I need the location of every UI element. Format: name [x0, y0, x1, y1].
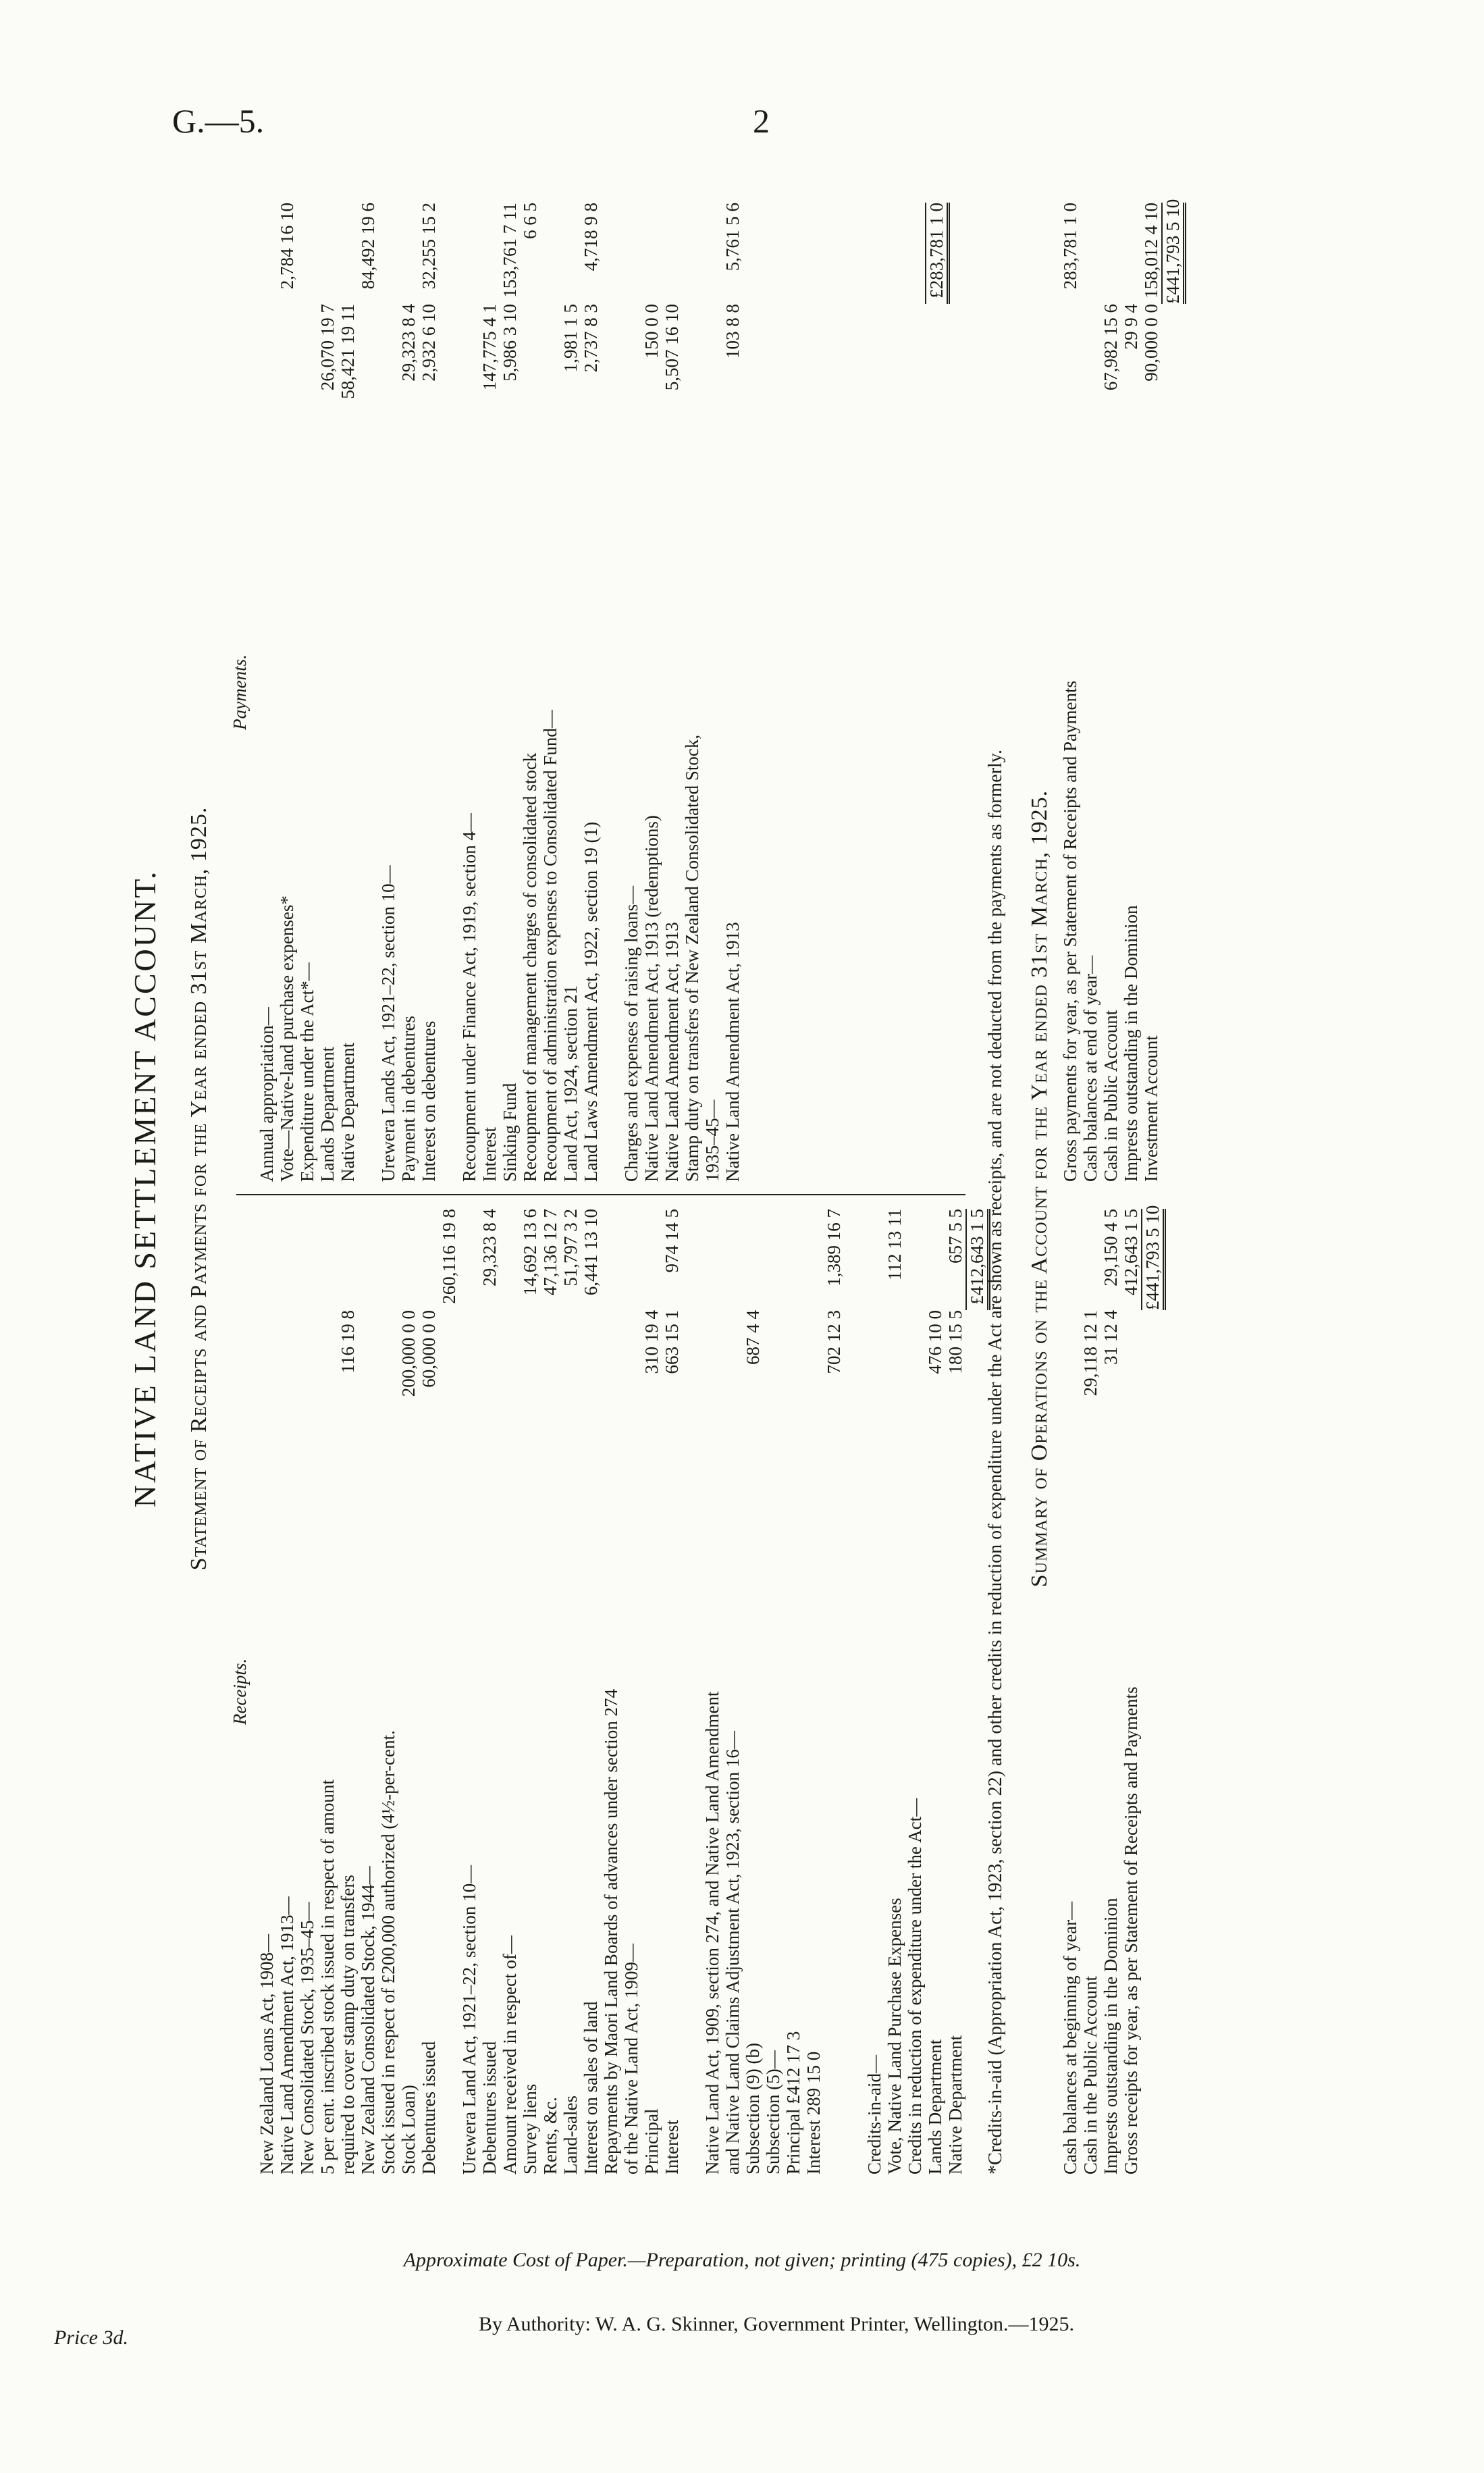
receipt-amount-outer: 51,797 3 2 — [560, 1209, 581, 1286]
receipt-row — [864, 1209, 884, 2175]
payment-row — [358, 203, 378, 1182]
payment-row — [662, 203, 682, 1182]
receipt-row — [540, 1209, 560, 2175]
receipt-row — [479, 1209, 500, 2175]
receipt-label: Credits-in-aid— — [864, 2055, 884, 2175]
payment-label: Interest on debentures — [419, 1020, 439, 1182]
receipt-row — [601, 1209, 621, 2175]
payment-label: Sinking Fund — [500, 1083, 520, 1182]
receipt-row — [662, 1209, 682, 2175]
receipt-label: Debentures issued — [479, 2041, 500, 2175]
receipt-amount-inner: 180 15 5 — [945, 1310, 965, 1374]
receipt-row — [317, 1209, 338, 2175]
receipt-row — [641, 1209, 662, 2175]
payment-amount-inner: 5,986 3 10 — [500, 304, 520, 382]
summary-receipt-row — [1080, 1209, 1101, 2175]
summary-receipt-amount-inner: 29,118 12 1 — [1080, 1310, 1101, 1397]
column-divider — [236, 1194, 965, 1195]
summary-payment-row — [1101, 203, 1121, 1182]
receipt-row — [702, 1209, 722, 2175]
payment-label: Charges and expenses of raising loans— — [621, 885, 641, 1182]
receipt-row — [398, 1209, 419, 2175]
receipt-label: Subsection (5)— — [763, 2050, 783, 2175]
receipt-amount-outer: 974 14 5 — [662, 1209, 682, 1273]
payment-row — [277, 203, 297, 1182]
payment-row — [500, 203, 520, 1182]
payment-label: Vote—Native-land purchase expenses* — [277, 895, 297, 1182]
payment-row — [398, 203, 419, 1182]
payment-row — [378, 203, 398, 1182]
payment-label: Expenditure under the Act*— — [297, 962, 317, 1182]
summary-receipt-row — [1060, 1209, 1080, 2175]
receipt-label: Native Land Act, 1909, section 274, and Native Land Amendment — [702, 1691, 722, 2175]
payment-label: Land Act, 1924, section 21 — [560, 985, 581, 1182]
receipt-row — [257, 1209, 277, 2175]
payment-label: Recoupment of administration expenses to Consolidated Fund— — [540, 710, 560, 1182]
payment-label: Urewera Lands Act, 1921–22, section 10— — [378, 865, 398, 1182]
receipt-label: New Zealand Loans Act, 1908— — [257, 1933, 277, 2175]
receipt-label: Land-sales — [560, 2095, 581, 2175]
payment-label: Lands Department — [317, 1046, 338, 1182]
summary-total-row — [1141, 1205, 1166, 2175]
receipts-section — [230, 1209, 990, 2175]
payment-row — [621, 203, 641, 1182]
payment-row — [338, 203, 358, 1182]
payment-label: Payment in debentures — [398, 1016, 419, 1182]
payment-amount-inner: 147,775 4 1 — [479, 304, 500, 391]
receipt-label: New Consolidated Stock, 1935–45— — [297, 1902, 317, 2175]
payments-section — [230, 203, 950, 1182]
payment-label: Native Land Amendment Act, 1913 — [722, 922, 743, 1182]
summary-payment-amount-outer: 283,781 1 0 — [1060, 203, 1080, 290]
receipt-row — [925, 1209, 945, 2175]
payment-row — [601, 203, 621, 1182]
summary-receipt-label: Imprests outstanding in the Dominion — [1101, 1898, 1121, 2175]
payment-label: Annual appropriation— — [257, 1007, 277, 1182]
receipt-row — [905, 1209, 925, 2175]
summary-payment-row — [1121, 203, 1141, 1182]
payment-label: Stamp duty on transfers of New Zealand Consolidated Stock, — [682, 734, 702, 1182]
payment-row — [479, 203, 500, 1182]
payment-row — [257, 203, 277, 1182]
receipt-row — [824, 1209, 844, 2175]
payment-label: Native Land Amendment Act, 1913 (redemptions) — [641, 815, 662, 1182]
receipt-label: Principal £412 17 3 — [783, 2031, 803, 2175]
payment-amount-outer: 2,784 16 10 — [277, 203, 297, 290]
receipt-row — [783, 1209, 803, 2175]
payment-label: Recoupment under Finance Act, 1919, section 4— — [459, 813, 479, 1182]
summary-payment-row — [1141, 203, 1161, 1182]
receipt-row — [844, 1209, 864, 2175]
payment-amount-inner: 2,932 6 10 — [419, 304, 439, 382]
page-number: 2 — [753, 102, 770, 140]
receipt-label: Amount received in respect of— — [500, 1935, 520, 2175]
summary-payment-label: Investment Account — [1141, 1035, 1161, 1182]
payment-amount-inner: 150 0 0 — [641, 304, 662, 359]
receipt-label: Repayments by Maori Land Boards of advances under section 274 — [601, 1688, 621, 2175]
payment-amount-inner: 26,070 19 7 — [317, 304, 338, 391]
payment-row — [581, 203, 601, 1182]
summary-payment-label: Cash balances at end of year— — [1080, 955, 1101, 1182]
payment-amount-inner: 5,507 16 10 — [662, 304, 682, 391]
receipt-label: New Zealand Consolidated Stock, 1944— — [358, 1866, 378, 2175]
summary-receipt-amount-outer: 412,643 1 5 — [1121, 1209, 1141, 1296]
summary-payment-label: Gross payments for year, as per Statement of Receipts and Payments — [1060, 681, 1080, 1182]
authority-line: By Authority: W. A. G. Skinner, Government Printer, Wellington.—1925. — [478, 2313, 1075, 2335]
payments-total: £283,781 1 0 — [925, 203, 950, 304]
payment-row — [641, 203, 662, 1182]
summary-payments — [1060, 199, 1186, 1182]
summary-receipts-table — [1060, 1205, 1166, 2175]
summary-receipt-label: Cash in the Public Account — [1080, 1976, 1101, 2175]
payment-amount-outer: 5,761 5 6 — [722, 203, 743, 271]
summary-payment-label: Imprests outstanding in the Dominion — [1121, 905, 1141, 1182]
payment-amount-inner: 103 8 8 — [722, 304, 743, 359]
payment-row — [459, 203, 479, 1182]
summary-payment-label: Cash in Public Account — [1101, 1010, 1121, 1182]
payment-label: Land Laws Amendment Act, 1922, section 19 (1) — [581, 821, 601, 1182]
payment-label: Recoupment of management charges of consolidated stock — [520, 752, 540, 1182]
payment-row — [560, 203, 581, 1182]
receipt-row — [945, 1209, 965, 2175]
receipt-row — [338, 1209, 358, 2175]
statement-title: Statement of Receipts and Payments for the Year ended 31st March, 1925. — [186, 806, 211, 1571]
summary-total: £441,793 5 10 — [1161, 203, 1186, 304]
receipt-amount-outer: 657 5 5 — [945, 1209, 965, 1264]
receipt-label: Urewera Land Act, 1921–22, section 10— — [459, 1865, 479, 2175]
payment-amount-inner: 1,981 1 5 — [560, 304, 581, 373]
payment-label: Native Land Amendment Act, 1913 — [662, 922, 682, 1182]
receipt-label: Debentures issued — [419, 2041, 439, 2175]
payments-table — [257, 203, 743, 1182]
receipt-row — [803, 1209, 824, 2175]
rotated-document-body — [88, 176, 1183, 2202]
payment-amount-outer: 153,761 7 11 — [500, 203, 520, 298]
receipt-row — [743, 1209, 763, 2175]
receipt-label: required to cover stamp duty on transfers — [338, 1875, 358, 2175]
page-id: G.—5. — [172, 102, 265, 140]
payment-row — [439, 203, 459, 1182]
receipt-label: Interest 289 15 0 — [803, 2051, 824, 2175]
document-title: NATIVE LAND SETTLEMENT ACCOUNT. — [128, 869, 162, 1508]
receipt-label: Native Department — [945, 2035, 965, 2175]
receipt-label: Stock issued in respect of £200,000 authorized (4½-per-cent. — [378, 1730, 398, 2175]
receipt-amount-outer: 6,441 13 10 — [581, 1209, 601, 1296]
receipt-row — [419, 1209, 439, 2175]
summary-payment-amount-outer: 158,012 4 10 — [1141, 203, 1161, 298]
payment-amount-outer: 4,718 9 8 — [581, 203, 601, 271]
summary-receipt-amount-outer: 29,150 4 5 — [1101, 1209, 1121, 1286]
payment-row — [722, 203, 743, 1182]
receipt-row — [763, 1209, 783, 2175]
payment-label: Interest — [479, 1127, 500, 1182]
receipt-row — [439, 1209, 459, 2175]
payment-amount-outer: 32,255 15 2 — [419, 203, 439, 290]
receipt-label: Survey liens — [520, 2083, 540, 2175]
receipt-row — [722, 1209, 743, 2175]
receipt-amount-inner: 687 4 4 — [743, 1310, 763, 1365]
summary-receipt-amount-inner: 31 12 4 — [1101, 1310, 1121, 1365]
receipt-row — [500, 1209, 520, 2175]
payment-row — [520, 203, 540, 1182]
payment-label: 1935–45— — [702, 1099, 722, 1182]
summary-receipt-row — [1121, 1209, 1141, 2175]
receipt-label: Rents, &c. — [540, 2097, 560, 2175]
receipts-total: £412,643 1 5 — [965, 1209, 990, 1310]
payment-row — [540, 203, 560, 1182]
receipt-row — [378, 1209, 398, 2175]
receipt-label: Credits in reduction of expenditure under the Act— — [905, 1798, 925, 2175]
cost-note: Approximate Cost of Paper.—Preparation, not given; printing (475 copies), £2 10s. — [403, 2249, 1081, 2271]
receipt-label: Vote, Native Land Purchase Expenses — [884, 1898, 905, 2175]
payment-row — [297, 203, 317, 1182]
payment-row — [317, 203, 338, 1182]
receipt-amount-inner: 310 19 4 — [641, 1310, 662, 1374]
footnote: *Credits-in-aid (Appropriation Act, 1923, section 22) and other credits in reduction of expenditure under the Act are shown as receipts, and are not deducted from the payments as formerly. — [985, 750, 1006, 2175]
payment-row — [419, 203, 439, 1182]
receipt-label: Subsection (9) (b) — [743, 2043, 763, 2175]
receipt-amount-outer: 47,136 12 7 — [540, 1209, 560, 1296]
summary-receipt-row — [1101, 1209, 1121, 2175]
receipt-amount-outer: 29,323 8 4 — [479, 1209, 500, 1286]
payment-row — [682, 203, 702, 1182]
receipt-amount-inner: 663 15 1 — [662, 1310, 682, 1374]
payment-label: Native Department — [338, 1042, 358, 1182]
receipt-label: Native Land Amendment Act, 1913— — [277, 1896, 297, 2175]
receipt-row — [581, 1209, 601, 2175]
receipt-label: and Native Land Claims Adjustment Act, 1923, section 16— — [722, 1731, 743, 2175]
receipt-label: Principal — [641, 2108, 662, 2175]
summary-total-row — [1161, 199, 1186, 1182]
receipt-row — [621, 1209, 641, 2175]
receipt-amount-outer: 260,116 19 8 — [439, 1209, 459, 1304]
payment-amount-inner: 29,323 8 4 — [398, 304, 419, 382]
receipt-row — [459, 1209, 479, 2175]
receipt-label: 5 per cent. inscribed stock issued in respect of amount — [317, 1779, 338, 2175]
payment-amount-inner: 2,737 8 3 — [581, 304, 601, 373]
summary-receipts — [1060, 1205, 1166, 2175]
receipt-amount-inner: 200,000 0 0 — [398, 1310, 419, 1397]
receipt-label: of the Native Land Act, 1909— — [621, 1944, 641, 2175]
receipt-row — [358, 1209, 378, 2175]
summary-total: £441,793 5 10 — [1141, 1209, 1166, 1310]
summary-payment-amount-inner: 67,982 15 6 — [1101, 304, 1121, 391]
receipt-row — [682, 1209, 702, 2175]
summary-title: Summary of Operations on the Account for the Year ended 31st March, 1925. — [1027, 789, 1052, 1588]
receipts-heading: Receipts. — [230, 1658, 250, 1725]
price: Price 3d. — [54, 2326, 128, 2349]
summary-payment-row — [1080, 203, 1101, 1182]
payment-amount-inner: 58,421 19 11 — [338, 304, 358, 399]
summary-receipt-label: Gross receipts for year, as per Statement of Receipts and Payments — [1121, 1686, 1141, 2175]
receipt-row — [277, 1209, 297, 2175]
summary-payment-row — [1060, 203, 1080, 1182]
summary-payment-amount-inner: 90,000 0 0 — [1141, 304, 1161, 382]
receipt-amount-inner: 702 12 3 — [824, 1310, 844, 1374]
payments-total-row — [925, 203, 950, 1182]
payments-heading: Payments. — [230, 654, 250, 730]
receipt-label: Lands Department — [925, 2039, 945, 2175]
receipt-row — [520, 1209, 540, 2175]
receipt-row — [884, 1209, 905, 2175]
receipt-amount-inner: 60,000 0 0 — [419, 1310, 439, 1388]
receipt-amount-inner: 476 10 0 — [925, 1310, 945, 1374]
summary-payment-amount-inner: 29 9 4 — [1121, 304, 1141, 350]
receipts-table — [257, 1209, 965, 2175]
payment-row — [702, 203, 722, 1182]
payment-amount-outer: 6 6 5 — [520, 203, 540, 239]
receipt-amount-outer: 1,389 16 7 — [824, 1209, 844, 1286]
summary-payments-table — [1060, 199, 1186, 1182]
receipt-label: Interest on sales of land — [581, 2001, 601, 2175]
receipt-amount-outer: 112 13 11 — [884, 1209, 905, 1280]
receipt-row — [297, 1209, 317, 2175]
receipt-label: Interest — [662, 2120, 682, 2175]
receipt-label: Stock Loan) — [398, 2085, 419, 2175]
receipt-amount-inner: 116 19 8 — [338, 1310, 358, 1374]
receipt-row — [560, 1209, 581, 2175]
payment-amount-outer: 84,492 19 6 — [358, 203, 378, 290]
summary-receipt-label: Cash balances at beginning of year— — [1060, 1901, 1080, 2175]
receipt-amount-outer: 14,692 13 6 — [520, 1209, 540, 1296]
